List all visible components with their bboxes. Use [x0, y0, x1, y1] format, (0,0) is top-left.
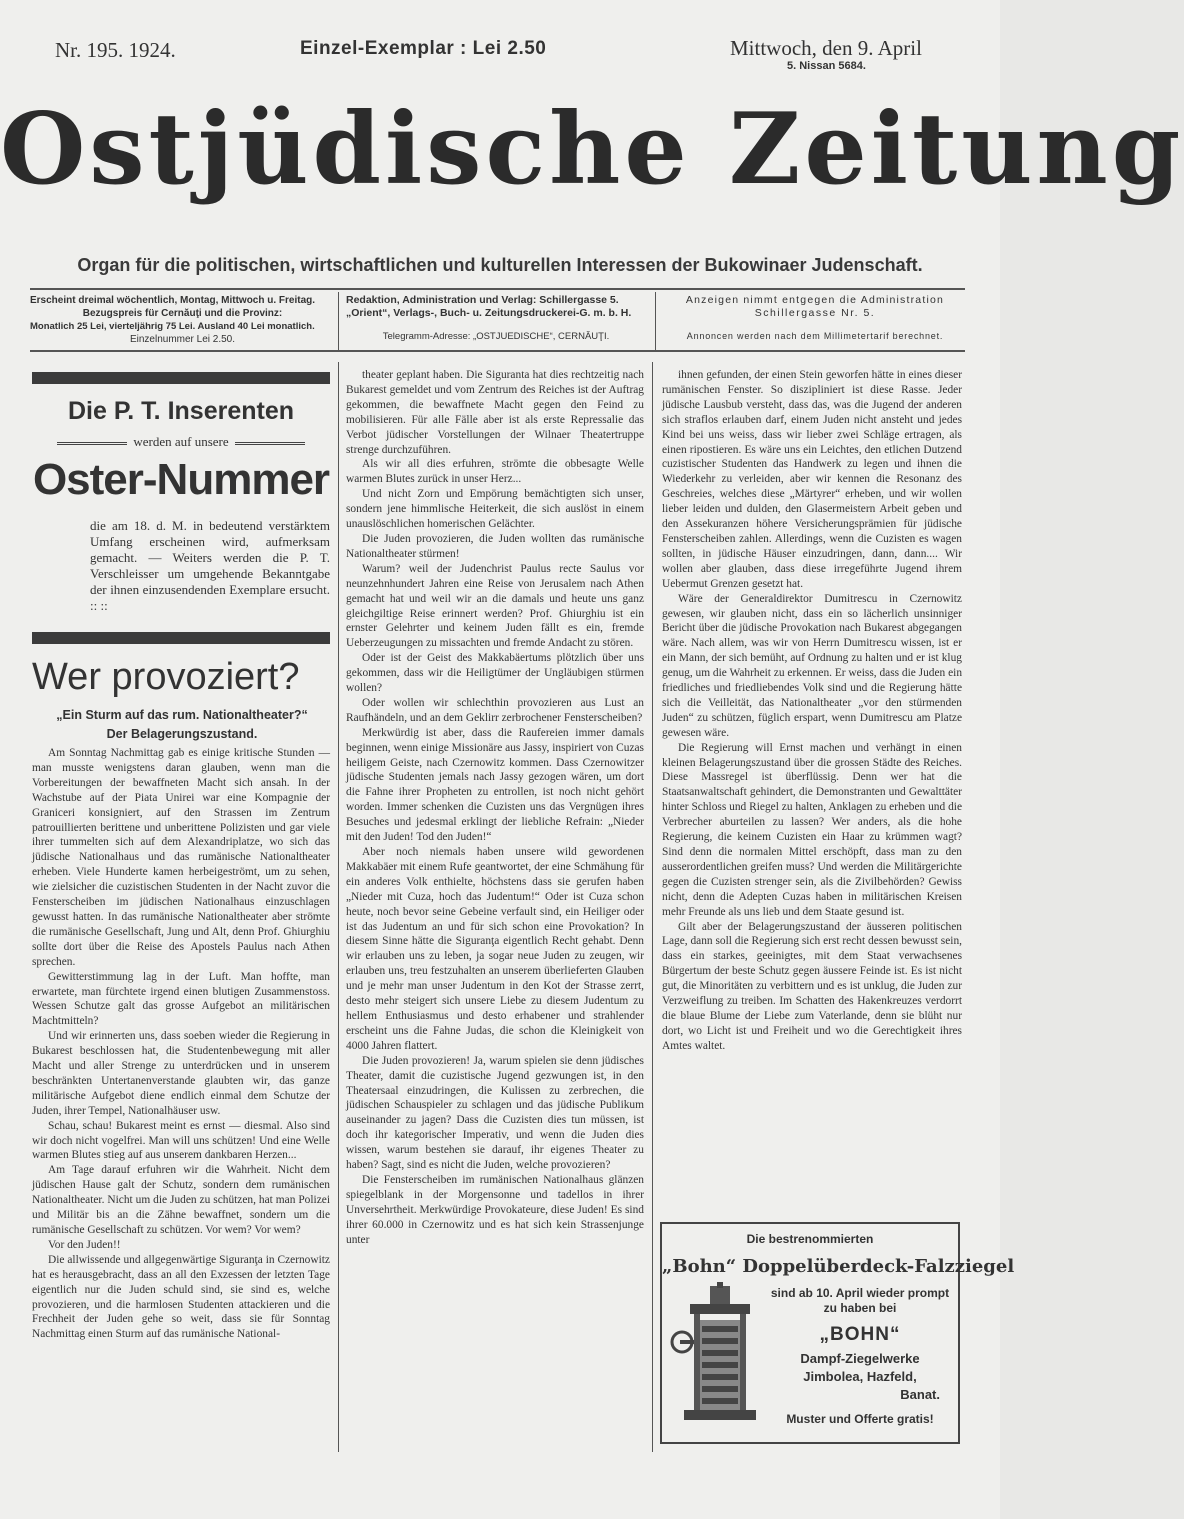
article-paragraph: Die Juden provozieren, die Juden wollten das rumänische Nationaltheater stürmen!	[346, 532, 644, 560]
article-column-1	[32, 746, 330, 1342]
article-paragraph: Und wir erinnerten uns, dass soeben wieder die Regierung in Bukarest beschlossen hat, die Studentenbewegung mit aller Macht und aller Strenge zu unterdrücken und in unserem beschränkten Untertanenverstande glaubten wir, das ganze militärische Aufgebot diene endlich einmal dem Schutze der Juden, ihrer Tempel, Nationalhäuser usw.	[32, 1030, 330, 1117]
article-paragraph: Als wir all dies erfuhren, strömte die obbesagte Welle warmen Blutes zurück in unser Herz...	[346, 458, 644, 486]
bohn-advertisement	[660, 1222, 1015, 1444]
article-column-3	[662, 368, 962, 1054]
notice-title: Die P. T. Inserenten	[67, 397, 294, 425]
infobar-right	[665, 294, 965, 343]
column-divider-1	[338, 362, 339, 1452]
notice-sub-text: werden auf unsere	[133, 434, 229, 449]
infobar-ads-accepted: Anzeigen nimmt entgegen die Administration	[685, 294, 945, 306]
infobar-top-rule	[30, 288, 965, 290]
infobar-middle	[346, 294, 646, 343]
newspaper-subtitle: Organ für die politischen, wirtschaftlichen und kulturellen Interessen der Bukowinaer Judenschaft.	[77, 255, 923, 275]
bohn-ad-title: „Bohn“ Doppelüberdeck-Falzziegel	[662, 1256, 1015, 1277]
issue-number: Nr. 195. 1924.	[55, 38, 176, 62]
bohn-ad-text: sind ab 10. April wieder prompt zu haben bei	[770, 1286, 950, 1315]
infobar-divider-1	[338, 292, 339, 350]
issue-date: Mittwoch, den 9. April	[730, 36, 922, 60]
article-paragraph: Die Regierung will Ernst machen und verhängt in einen kleinen Belagerungszustand über die grossen Städte des Reiches. Diese Massregel ist überflüssig. Denn wer hat die Staatsanwaltschaft gehindert, die Demonstranten und Gewalttäter hinter Schloss und Riegel zu halten, Anklagen zu erheben und die Verbrecher aburteilen zu lassen? Wer anders, als die hohe Regierung, die keinem Cuzisten ein Haar zu krümmen wagt? Sind denn die normalen Mittel erschöpft, dass man zu den ausserordentlichen greifen muss? Und werden die Militärgerichte gegen die Cuzisten strenger sein, als die Zivilbehörden? Gewiss nicht, denn die Adepten Cuzas haben in militärischen Kreisen mehr Freunde als uns lieb und dem Staate gesund ist.	[662, 741, 962, 918]
article-column-2	[346, 368, 644, 1247]
infobar-address: Redaktion, Administration und Verlag: Schillergasse 5.	[346, 294, 619, 306]
article-paragraph: Die allwissende und allgegenwärtige Siguranţa in Czernowitz hat es herausgebracht, dass an all den Exzessen der letzten Tage eigentlich nur die Juden schuld sind, sie sind es, welche provozieren, und die harmlosen Studenten attackieren und die Frechheit der Juden gehe so weit, dass sie für Sonntag Nachmittag einen Sturm auf das rumänische National-	[32, 1253, 330, 1341]
infobar-printer: „Orient“, Verlags-, Buch- u. Zeitungsdruckerei-G. m. b. H.	[346, 307, 632, 319]
bohn-ad-footer: Muster und Offerte gratis!	[786, 1412, 934, 1426]
article-section-title: Der Belagerungszustand.	[106, 727, 258, 741]
infobar-subscription-prices: Monatlich 25 Lei, vierteljährig 75 Lei. Ausland 40 Lei monatlich.	[30, 321, 315, 332]
article-paragraph: Wäre der Generaldirektor Dumitrescu in Czernowitz gewesen, wir glauben nicht, dass ein so lächerlich unsinniger Bericht über die jüdische Provokation nach Bukarest abgegangen wäre. Nach allem, was wir von Herrn Dumitrescu wissen, ist er ein Mann, der sich bemüht, auf Ordnung zu halten und er ist klug genug, um die Wahrheit zu erkennen. Er weiss, dass die Juden ein friedliches und friedliebendes Volk sind und die Regierung hätte sich die Veilleität, das Nationaltheater „vor den stürmenden Juden“ zu schützen, füglich erspart, wenn Dumitrescu am Platze gewesen wäre.	[662, 592, 963, 739]
infobar-ads-tariff: Annoncen werden nach dem Millimetertarif berechnet.	[686, 331, 944, 341]
infobar-publication-days: Erscheint dreimal wöchentlich, Montag, Mittwoch u. Freitag.	[30, 295, 316, 306]
infobar-bottom-rule	[30, 350, 965, 352]
infobar-ads-address: Schillergasse Nr. 5.	[754, 307, 876, 319]
column-divider-2	[652, 362, 653, 1452]
hebrew-date: 5. Nissan 5684.	[787, 60, 866, 72]
bohn-ad-company: „BOHN“	[819, 1324, 901, 1345]
article-paragraph: Gewitterstimmung lag in der Luft. Man hoffte, man erwartete, man fürchtete irgend einen blutigen Zusammenstoss. Wessen Schutze galt das grosse Aufgebot an militärischen Machtmitteln?	[32, 970, 330, 1028]
article-paragraph: Die Juden provozieren! Ja, warum spielen sie denn jüdisches Theater, damit die cuzistische Jugend gezwungen ist, in den Theatersaal einzudringen, die Kulissen zu zerbrechen, die jüdischen Schauspieler zu schlagen und das jüdische Publikum auseinander zu jagen? Dass die Cuzisten dies tun müssen, ist doch ihr kategorischer Imperativ, und wenn die Juden dies wissen, warum bestehen sie darauf, ihr eigenes Theater zu haben? Sagt, sind es nicht die Juden, welche provozieren?	[346, 1054, 644, 1172]
notice-bottom-bar	[32, 632, 330, 644]
article-paragraph: Die Fensterscheiben im rumänischen Nationalhaus glänzen spiegelblank in der Morgensonne und tadellos in ihrer Unversehrtheit. Merkwürdige Provokateure, diese Juden! Es sind ihrer 60.000 in Czernowitz und es hat sich kein Strassenjunge unter	[346, 1173, 644, 1246]
bohn-ad-line2: Jimbolea, Hazfeld,	[803, 1369, 917, 1384]
article-paragraph: Am Sonntag Nachmittag gab es einige kritische Stunden — man musste wenigstens daran glauben, wenn man die Vorbereitungen der bewaffneten Macht sich ansah. In der Wachstube auf der Piata Unirei war eine Kompagnie der Graniceri konsigniert, auf den Strassen im Zentrum patrouillierten berittene und unberittene Polizisten und gar viele ihrer tummelten sich auf dem Alexandriplatze, wo sich das jüdische Nationalhaus und das rumänische Nationaltheater erheben. Viele Hunderte kamen herbeigeströmt, um zu sehen, wie zielsicher die cuzistischen Studenten in der Nacht zuvor die Fensterscheiben im jüdischen Nationalhaus einzuschlagen gewusst hatten. In das rumänische Nationaltheater aber strömte die rumänische Gesellschaft, Jung und Alt, denn Prof. Ghiurghiu sollte dort über die Reise des Apostels Paulus nach Athen sprechen.	[32, 747, 330, 968]
bohn-ad-line1: Dampf-Ziegelwerke	[800, 1351, 920, 1366]
infobar-divider-2	[655, 292, 656, 350]
bohn-ad-line3: Banat.	[900, 1387, 940, 1402]
bohn-ad-top: Die bestrenommierten	[746, 1232, 874, 1246]
article-paragraph: Oder wollen wir schlechthin provozieren aus Lust an Raufhändeln, und an dem Geklirr zerbrochener Fensterscheiben?	[346, 696, 644, 724]
article-paragraph: theater geplant haben. Die Siguranta hat dies rechtzeitig nach Bukarest gemeldet und vom Zentrum des Reiches ist der Auftrag gekommen, die bewaffnete Macht gegen den Feind zu mobilisieren. Für alle Fälle aber ist als erste Repressalie das Verbot jüdischer Vorstellungen der Wilnaer Theatertruppe strenge durchzuführen.	[346, 369, 644, 456]
infobar-left	[30, 294, 335, 346]
article-paragraph: Und nicht Zorn und Empörung bemächtigten sich unser, sondern jene himmlische Heiterkeit, die sich auslöst in einem unauslöschlichen homerischen Gelächter.	[346, 488, 644, 531]
article-paragraph: Oder ist der Geist des Makkabäertums plötzlich über uns gekommen, dass wir die Heiligtümer der Ungläubigen stürmen wollen?	[346, 652, 644, 695]
notice-big-title: Oster-Nummer	[32, 455, 330, 504]
article-headline: Wer provoziert?	[32, 656, 300, 698]
infobar-price-heading: Bezugspreis für Cernăuţi und die Provinz:	[82, 308, 283, 319]
bohn-ad-address	[770, 1350, 950, 1404]
single-copy-price: Einzel-Exemplar : Lei 2.50	[300, 38, 547, 59]
infobar-telegram: Telegramm-Adresse: „OSTJUEDISCHE“, CERNĂUŢI.	[382, 331, 610, 342]
article-paragraph: Schau, schau! Bukarest meint es ernst — diesmal. Also sind wir doch nicht vogelfrei. Man will uns schützen! Und eine Welle warmen Blutes stieg auf aus unserem dankbaren Herzen...	[32, 1119, 330, 1162]
article-paragraph: Am Tage darauf erfuhren wir die Wahrheit. Nicht dem jüdischen Hause galt der Schutz, sondern dem rumänischen Nationaltheater. Nicht um die Juden zu schützen, hat man Polizei und Militär bis an die Zähne bewaffnet, sondern um die rumänische Gesellschaft zu schützen. Vor wem? Vor wem?	[32, 1164, 330, 1236]
article-paragraph: Warum? weil der Judenchrist Paulus recte Saulus vor neunzehnhundert Jahren eine Reise von Jerusalem nach Athen gemacht hat und weil wir an die damals und heute uns ganz gleichgiltige Reise erinnert werden? Prof. Ghiurghiu ist ein ernster Gelehrter und keinem Juden fällt es ein, fremde Ueberzeugungen zu missachten und fremde Andacht zu stören.	[346, 562, 644, 650]
masthead: Ostjüdische Zeitung	[0, 92, 1184, 207]
article-paragraph: Aber noch niemals haben unsere wild gewordenen Makkabäer mit einem Rufe geantwortet, der eine Schmähung für ein anderes Volk enthielte, höchstens dass sie gerufen haben „Nieder mit Cuza, hoch das Judentum!“ Oder ist Cuza schon heute, noch bevor seine Gebeine verfault sind, ein Heiliger oder ist das Judentum an und für sich schon eine Provokation? In diesem Sinne hätte die Siguranţa eigentlich Recht gehabt. Denn wir erlauben uns zu leben, ja sogar neue Juden zu zeugen, wir erlauben uns, treu festzuhalten an unserem überlieferten Glauben und je mehr man unser Judentum in den Kot der Strasse zerrt, desto mehr steigert sich unsere Liebe zu diesem Judentum zu hellem Enthusiasmus und desto erhabener und strahlender erscheint uns die Fahne Judas, die schon die Kleinigkeit von 4000 Jahren flattert.	[346, 846, 644, 1052]
notice-text: die am 18. d. M. in bedeutend verstärktem Umfang erscheinen wird, aufmerksam gemacht. — Weiters werden die P. T. Verschleisser um umgehende Bekanntgabe der ihnen einzusendenden Exemplare ersucht. :: ::	[90, 518, 330, 613]
infobar-single-price: Einzelnummer Lei 2.50.	[129, 334, 236, 345]
article-paragraph: Merkwürdig ist aber, dass die Raufereien immer damals beginnen, wenn einige Missionäre aus Jassy, inspiriert von Cuzas heiligem Geiste, nach Czernowitz kommen. Dass Czernowitzer jüdische Studenten jemals nach Jassy gezogen wären, um dort die Fahne ihrer Propheten zu entrollen, ist noch nicht gehört worden. Immer schenken die Cuzisten uns das Vergnügen ihres Besuches und jedesmal erklingt der liebliche Refrain: „Nieder mit den Juden! Tod den Juden!“	[346, 726, 644, 844]
article-paragraph: ihnen gefunden, der einen Stein geworfen hätte in eines dieser rumänischen Fenster. So diszipliniert ist diese Rasse. Jeder jüdische Lausbub versteht, dass das, was die Jugend der anderen sich straflos erlauben darf, einem Juden nicht ansteht und jedes Kind bei uns weiss, dass wir lieber zwei Schläge ertragen, als einen ripostieren. Es wäre uns ein Leichtes, den etlichen Dutzend cuzistischer Studenten das Handwerk zu legen und ihnen die Wiederkehr zu verleiden, aber wir kennen die Resonanz des Geschreies, welches diese „Märtyrer“ erheben, und wir wollen lieber leiden und dulden, den Glasermeistern Arbeit geben und den Assekuranzen höhere Versicherungsprämien für jüdische Fensterscheiben zahlen. Allerdings, wenn die Cuzisten es wagen sollten, in jüdische Häuser einzudringen, dann, dann.... Wir wollen aber glauben, dass diese irregeführte Jugend ihrem Uebermut Grenzen gesetzt hat.	[662, 369, 962, 590]
article-paragraph: Vor den Juden!!	[48, 1238, 121, 1251]
article-subheadline: „Ein Sturm auf das rum. Nationaltheater?“	[56, 708, 308, 722]
notice-subtitle	[32, 434, 330, 450]
article-paragraph: Gilt aber der Belagerungszustand der äusseren politischen Lage, dann soll die Regierung sich erst recht dessen bewusst sein, dass ein starkes, geeinigtes, mit dem Staat verwachsenes Bürgertum der beste Schutz gegen äussere Feinde ist. Es ist nicht gut, die Minoritäten zu verbittern und es ist unklug, die Juden zur Verzweiflung zu treiben. Im Schatten des Hakenkreuzes verdorrt die blaue Blume der Liebe zum Vaterlande, denn sie blüht nur dort, wo Licht ist und Freiheit und wo die Gerechtigkeit ihres Amtes waltet.	[662, 920, 962, 1052]
notice-top-bar	[32, 372, 330, 384]
tile-press-illustration-icon	[670, 1282, 770, 1424]
